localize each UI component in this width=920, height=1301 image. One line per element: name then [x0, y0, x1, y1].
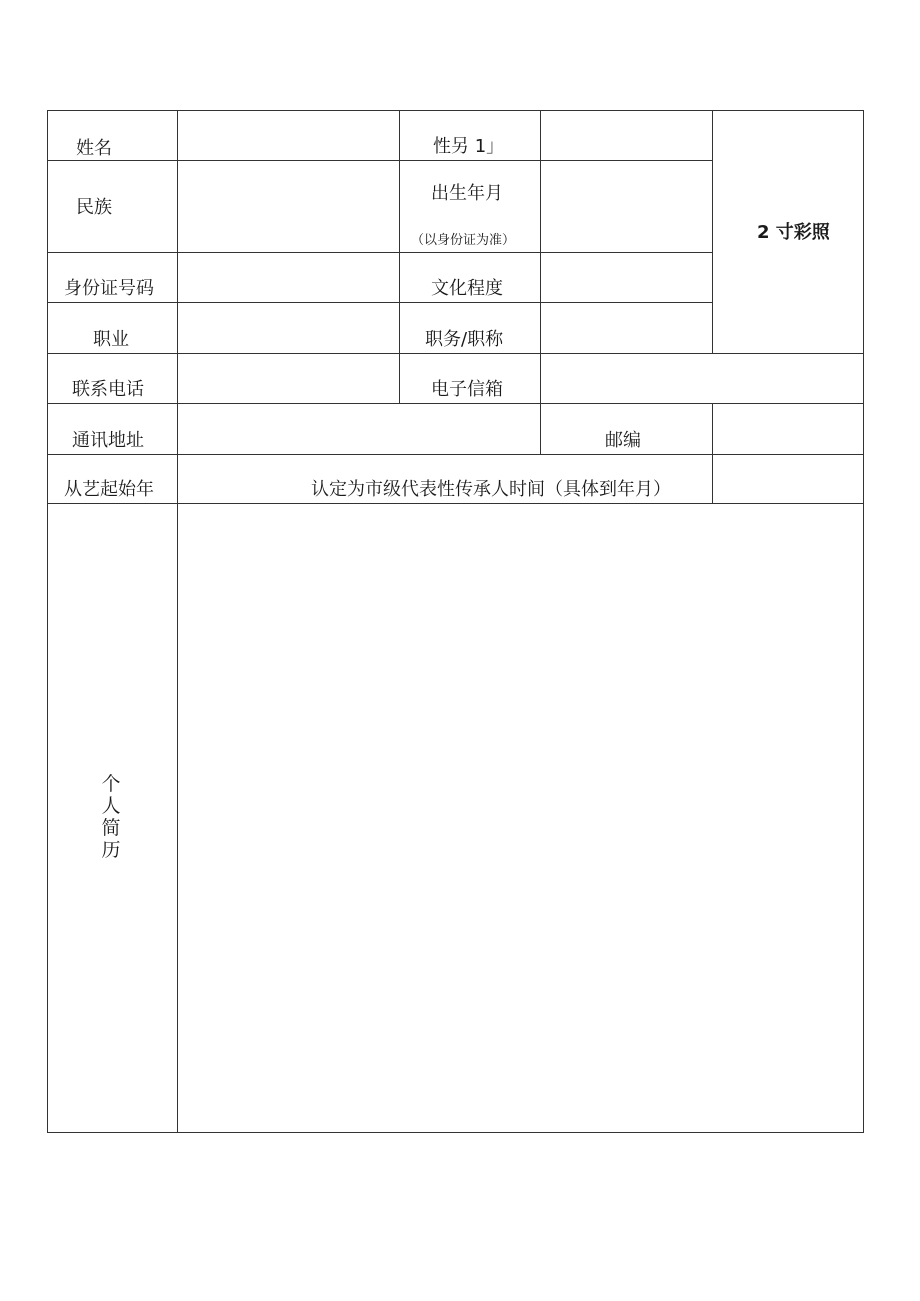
- ethnicity-field[interactable]: [177, 160, 399, 252]
- occupation-label-cell: [47, 302, 177, 353]
- email-label-cell: [399, 353, 540, 403]
- birth-hint: （以身份证为准）: [411, 233, 516, 248]
- ethnicity-label-cell: [47, 160, 177, 252]
- resume-label-char-2: 人: [101, 795, 121, 817]
- recognition-field[interactable]: [712, 454, 864, 503]
- email-label: 电子信箱: [431, 379, 503, 400]
- phone-label-cell: [47, 353, 177, 403]
- position-label-cell: [399, 302, 540, 353]
- start-year-label: 从艺起始年: [64, 479, 154, 500]
- address-label-cell: [47, 403, 177, 454]
- email-field[interactable]: [540, 353, 864, 403]
- name-label-cell: [47, 110, 177, 160]
- gender-label: 性另 1」: [433, 136, 505, 157]
- gender-field[interactable]: [540, 110, 712, 160]
- position-label: 职务/职称: [425, 329, 504, 350]
- start-year-label-cell: [47, 454, 177, 503]
- phone-label: 联系电话: [72, 379, 144, 400]
- education-label-cell: [399, 252, 540, 302]
- address-label: 通讯地址: [72, 430, 144, 451]
- resume-label-char-1: 个: [101, 773, 121, 795]
- recognition-label: 认定为市级代表性传承人时间（具体到年月）: [311, 479, 671, 500]
- phone-field[interactable]: [177, 353, 399, 403]
- photo-label: 2 寸彩照: [757, 222, 830, 243]
- id-field[interactable]: [177, 252, 399, 302]
- resume-field[interactable]: [177, 503, 864, 1133]
- education-label: 文化程度: [431, 278, 503, 299]
- ethnicity-label: 民族: [76, 197, 112, 218]
- gender-label-cell: [399, 110, 540, 160]
- birth-field[interactable]: [540, 160, 712, 252]
- occupation-label: 职业: [93, 329, 129, 350]
- postcode-label-cell: [540, 403, 712, 454]
- occupation-field[interactable]: [177, 302, 399, 353]
- birth-label-cell: [399, 160, 540, 252]
- address-field[interactable]: [177, 403, 540, 454]
- resume-label-cell: [47, 503, 177, 1133]
- birth-label: 出生年月: [431, 183, 503, 204]
- id-label: 身份证号码: [64, 278, 154, 299]
- id-label-cell: [47, 252, 177, 302]
- resume-label-char-3: 简: [101, 817, 121, 839]
- resume-label-char-4: 历: [101, 839, 121, 861]
- position-field[interactable]: [540, 302, 712, 353]
- education-field[interactable]: [540, 252, 712, 302]
- postcode-field[interactable]: [712, 403, 864, 454]
- photo-area[interactable]: [712, 110, 864, 353]
- postcode-label: 邮编: [605, 430, 641, 451]
- name-field[interactable]: [177, 110, 399, 160]
- name-label: 姓名: [76, 138, 112, 159]
- start-year-field[interactable]: [177, 454, 712, 503]
